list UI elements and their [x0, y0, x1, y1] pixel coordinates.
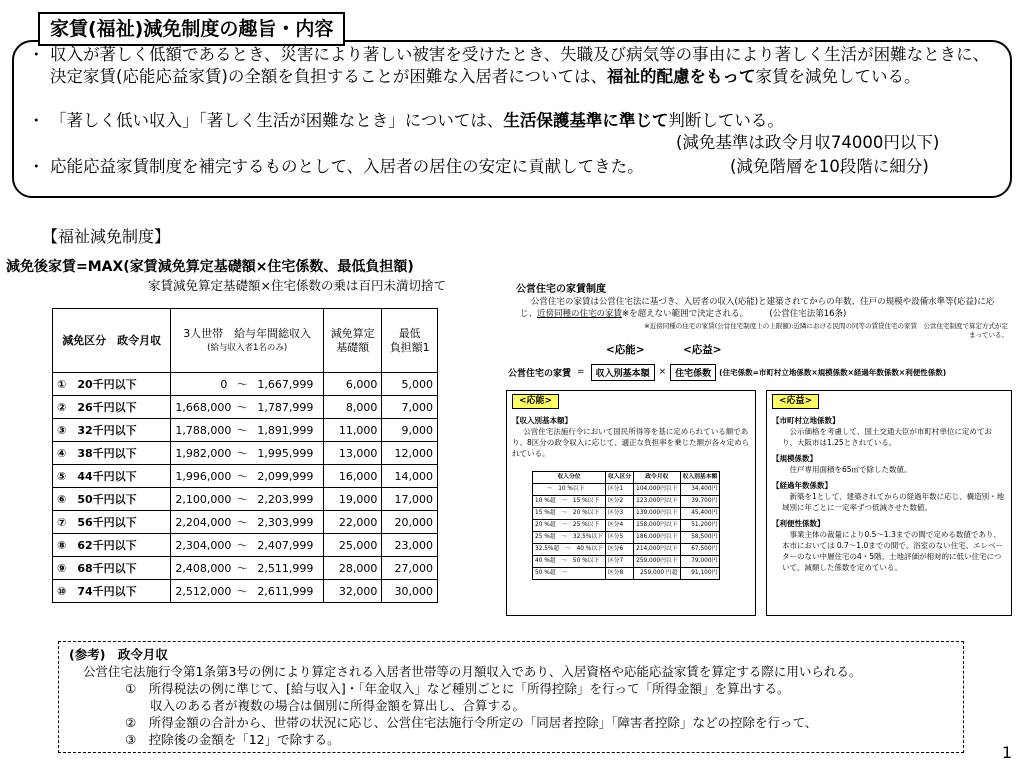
mini-col-header: 収入区分 — [605, 472, 633, 484]
right-description: 公営住宅の家賃は公営住宅法に基づき、入居者の収入(応能)と建築されてからの年数、住戸の規模や設備水準等(応益)に応じ、近傍同種の住宅の家賃※を超えない範囲で決定される。 (公営住宅法第16条) — [520, 297, 995, 319]
section-heading: 【福祉減免制度】 — [42, 227, 171, 246]
income-range: 2,512,000 ～ 2,611,999 — [171, 580, 324, 603]
min-burden: 7,000 — [382, 396, 438, 419]
min-burden: 27,000 — [382, 557, 438, 580]
table-row — [53, 511, 438, 534]
mini-cell: 区分5 — [605, 532, 633, 544]
coef-heading: 【規模係数】 — [772, 454, 817, 463]
bullet-2 — [28, 110, 1003, 132]
mini-cell: 91,100円 — [680, 568, 720, 580]
mini-cell: 104,000円以下 — [634, 484, 680, 496]
reference-item: 収入のある者が複数の場合は個別に所得金額を算出し、合算する。 — [125, 698, 526, 713]
base-amount: 19,000 — [324, 488, 382, 511]
table-row — [53, 488, 438, 511]
coef-text: 公示価格を考慮して、国土交通大臣が市町村単位に定めており、大阪市は1.25とされている。 — [782, 427, 992, 447]
mini-cell: 58,500円 — [680, 532, 720, 544]
mini-cell: 139,000円以下 — [634, 508, 680, 520]
bullet-text: 判断している。 — [668, 111, 784, 130]
col-header: 3人世帯 給与年間総収入 (給与収入者1名のみ) — [171, 309, 324, 373]
label-ono: <応能> — [606, 344, 645, 356]
income-range: 2,204,000 ～ 2,303,999 — [171, 511, 324, 534]
mini-cell: 259,000 円超 — [634, 568, 680, 580]
panel-oeki — [766, 390, 1012, 616]
income-range: 1,668,000 ～ 1,787,999 — [171, 396, 324, 419]
mini-table-row — [533, 484, 720, 496]
mini-cell: 20 %超 ～ 25 %以下 — [533, 520, 606, 532]
base-amount-table — [532, 471, 720, 580]
rent-formula: 公営住宅の家賃 = 収入別基本額 × 住宅係数 (住宅係数=市町村立地係数×規模係数×経過年数係数×利便性係数) — [508, 361, 1020, 383]
mini-cell: 158,000円以下 — [634, 520, 680, 532]
reduction-class: ③ 32千円以下 — [53, 419, 171, 442]
panel-ono: <応能> 【収入別基本額】 公営住宅法施行令において国民所得等を基に定められている額であり、8区分の政令収入に応じて、適正な負担率を乗じた額が各々定められている。 収入分位 収入区分 政令月収 収入別基本額 ～ 10 %以下 区分1 104,000円以下 34,400円 10 %超 ～ 15 %以下 区分2 123,000円以下 39,700円 15 %超 ～ 20 %以下 区分3 139,000円以下 45,400円 20 %超 ～ 25 %以下 区分4 158,000円以下 51,200円 25 %超 ～ 32.5%以下 区分5 186,000円以下 58,500円 32.5%超 ～ 40 %以下 区分6 214,000円以下 67,500円 40 %超 ～ 50 %以下 区分7 259,000円以下 79,000円 50 %超 ～ 区分8 259,000 円超 91,100円 — [506, 390, 756, 616]
base-amount: 8,000 — [324, 396, 382, 419]
bullet-text: 家賃を減免している。 — [755, 67, 921, 86]
mini-table-row — [533, 556, 720, 568]
mini-cell: 区分2 — [605, 496, 633, 508]
mini-cell: 区分7 — [605, 556, 633, 568]
reference-item: ② 所得金額の合計から、世帯の状況に応じ、公営住宅法施行令所定の「同居者控除」「障害者控除」などの控除を行って、 — [125, 715, 818, 730]
reduction-class: ② 26千円以下 — [53, 396, 171, 419]
note-base: (減免基準は政令月収74000円以下) — [676, 133, 940, 152]
coef-text: 新築を1として、建築されてからの経過年数に応じ、構造別・地域別に年ごとに一定率ずつ低減させた数値。 — [782, 492, 1005, 512]
mini-cell: 40 %超 ～ 50 %以下 — [533, 556, 606, 568]
coef-heading: 【市町村立地係数】 — [772, 416, 840, 425]
reduction-class: ⑥ 50千円以下 — [53, 488, 171, 511]
col-header: 減免区分 政令月収 — [53, 309, 171, 373]
table-row — [53, 396, 438, 419]
min-burden: 9,000 — [382, 419, 438, 442]
formula-note: 家賃減免算定基礎額×住宅係数の乗は百円未満切捨て — [148, 278, 446, 293]
formula: 減免後家賃=MAX(家賃減免算定基礎額×住宅係数、最低負担額) — [6, 259, 414, 275]
mini-table-row — [533, 520, 720, 532]
reduction-table — [52, 308, 438, 603]
base-amount: 25,000 — [324, 534, 382, 557]
income-range: 2,100,000 ～ 2,203,999 — [171, 488, 324, 511]
mini-cell: 67,500円 — [680, 544, 720, 556]
bullet-emphasis: 生活保護基準に準じて — [503, 111, 669, 130]
bullet-1 — [28, 44, 1003, 88]
income-range: 1,788,000 ～ 1,891,999 — [171, 419, 324, 442]
table-row — [53, 557, 438, 580]
bullet-3 — [28, 156, 1003, 178]
tag-oeki: <応益> — [772, 394, 819, 409]
mini-col-header: 政令月収 — [634, 472, 680, 484]
mini-col-header: 収入別基本額 — [680, 472, 720, 484]
mini-table-row — [533, 496, 720, 508]
mini-cell: 123,000円以下 — [634, 496, 680, 508]
mini-cell: 45,400円 — [680, 508, 720, 520]
mini-cell: 214,000円以下 — [634, 544, 680, 556]
mini-table-row — [533, 568, 720, 580]
table-row — [53, 465, 438, 488]
reduction-class: ① 20千円以下 — [53, 373, 171, 396]
mini-cell: 区分8 — [605, 568, 633, 580]
reduction-class: ⑧ 62千円以下 — [53, 534, 171, 557]
reduction-class: ⑤ 44千円以下 — [53, 465, 171, 488]
reduction-class: ⑨ 68千円以下 — [53, 557, 171, 580]
reference-text: 公営住宅法施行令第1条第3号の例により算定される入居者世帯等の月額収入であり、入居資格や応能応益家賃を算定する際に用いられる。 — [83, 664, 862, 679]
reduction-class: ⑩ 74千円以下 — [53, 580, 171, 603]
bullet-text: 収入が著しく低額であるとき、災害により著しい被害を受けたとき、失職及び病気等の事由により著しく生活が困難なときに、決定家賃(応能応益家賃)の全額を負担することが困難な入居者については、 — [50, 45, 990, 86]
reduction-class: ⑦ 56千円以下 — [53, 511, 171, 534]
label-oeki: <応益> — [683, 344, 722, 356]
page-number: 1 — [1001, 743, 1012, 762]
reference-heading: (参考) 政令月収 — [69, 647, 168, 662]
coef-text: 事業主体の裁量により0.5～1.3までの間で定める数値であり、本市においては 0.7～1.0までの間で、浴室のない住宅、エレベーターのない中層住宅の4・5階、土地評価が相対的に低い住宅について、減額した係数を定めている。 — [782, 530, 1004, 572]
base-amount: 28,000 — [324, 557, 382, 580]
income-range: 0 ～ 1,667,999 — [171, 373, 324, 396]
bullet-text: 応能応益家賃制度を補完するものとして、入居者の居住の安定に貢献してきた。 — [50, 157, 644, 176]
mini-cell: 25 %超 ～ 32.5%以下 — [533, 532, 606, 544]
income-range: 2,304,000 ～ 2,407,999 — [171, 534, 324, 557]
mini-cell: 10 %超 ～ 15 %以下 — [533, 496, 606, 508]
min-burden: 20,000 — [382, 511, 438, 534]
note-levels: (減免階層を10段階に細分) — [730, 157, 929, 176]
base-amount: 22,000 — [324, 511, 382, 534]
mini-cell: 50 %超 ～ — [533, 568, 606, 580]
mini-cell: 区分3 — [605, 508, 633, 520]
mini-cell: 15 %超 ～ 20 %以下 — [533, 508, 606, 520]
page-title: 家賃(福祉)減免制度の趣旨・内容 — [38, 12, 345, 46]
base-amount: 6,000 — [324, 373, 382, 396]
bullet-marker: ・ — [28, 45, 45, 64]
base-amount: 32,000 — [324, 580, 382, 603]
coef-heading: 【経過年数係数】 — [772, 481, 832, 490]
right-footnote: ※近傍同種の住宅の家賃(公営住宅制度上の上限額):近隣における民間の同等の賃貸住宅の家賃 公営住宅制度で算定方式が定まっている。 — [644, 322, 1008, 339]
mini-cell: 39,700円 — [680, 496, 720, 508]
mini-col-header: 収入分位 — [533, 472, 606, 484]
table-header-row — [53, 309, 438, 373]
coef-text: 住戸専用面積を65㎡で除した数値。 — [789, 465, 912, 474]
mini-cell: 区分6 — [605, 544, 633, 556]
min-burden: 14,000 — [382, 465, 438, 488]
mini-cell: 51,200円 — [680, 520, 720, 532]
box-housing-coef: 住宅係数 — [670, 364, 716, 381]
reference-box — [58, 641, 964, 753]
tag-ono: <応能> — [512, 394, 559, 409]
mini-cell: 区分4 — [605, 520, 633, 532]
bullet-marker: ・ — [28, 157, 45, 176]
reference-item: ① 所得税法の例に準じて、[給与収入]・「年金収入」など種別ごとに「所得控除」を行って「所得金額」を算出する。 — [125, 681, 790, 696]
base-amount: 11,000 — [324, 419, 382, 442]
bullet-text: 「著しく低い収入」「著しく生活が困難なとき」については、 — [50, 111, 504, 130]
table-row — [53, 580, 438, 603]
mini-cell: 34,400円 — [680, 484, 720, 496]
mini-cell: 186,000円以下 — [634, 532, 680, 544]
mini-cell: 32.5%超 ～ 40 %以下 — [533, 544, 606, 556]
right-title: 公営住宅の家賃制度 — [516, 284, 606, 295]
min-burden: 5,000 — [382, 373, 438, 396]
table-row — [53, 534, 438, 557]
base-amount: 16,000 — [324, 465, 382, 488]
reduction-class: ④ 38千円以下 — [53, 442, 171, 465]
min-burden: 23,000 — [382, 534, 438, 557]
bullet-marker: ・ — [28, 111, 45, 130]
income-range: 1,982,000 ～ 1,995,999 — [171, 442, 324, 465]
reference-item: ③ 控除後の金額を「12」で除する。 — [125, 732, 340, 747]
base-amount: 13,000 — [324, 442, 382, 465]
min-burden: 12,000 — [382, 442, 438, 465]
table-row — [53, 373, 438, 396]
min-burden: 17,000 — [382, 488, 438, 511]
income-range: 2,408,000 ～ 2,511,999 — [171, 557, 324, 580]
col-header: 減免算定 基礎額 — [324, 309, 382, 373]
mini-table-row — [533, 544, 720, 556]
income-range: 1,996,000 ～ 2,099,999 — [171, 465, 324, 488]
min-burden: 30,000 — [382, 580, 438, 603]
mini-cell: 259,000円以下 — [634, 556, 680, 568]
table-row — [53, 442, 438, 465]
table-row — [53, 419, 438, 442]
coef-heading: 【利便性係数】 — [772, 519, 825, 528]
mini-table-row — [533, 532, 720, 544]
col-header: 最低 負担額1 — [382, 309, 438, 373]
bullet-emphasis: 福祉的配慮をもって — [607, 67, 756, 86]
mini-cell: 79,000円 — [680, 556, 720, 568]
mini-cell: 区分1 — [605, 484, 633, 496]
mini-table-row — [533, 508, 720, 520]
mini-cell: ～ 10 %以下 — [533, 484, 606, 496]
box-base-amount: 収入別基本額 — [591, 364, 655, 381]
